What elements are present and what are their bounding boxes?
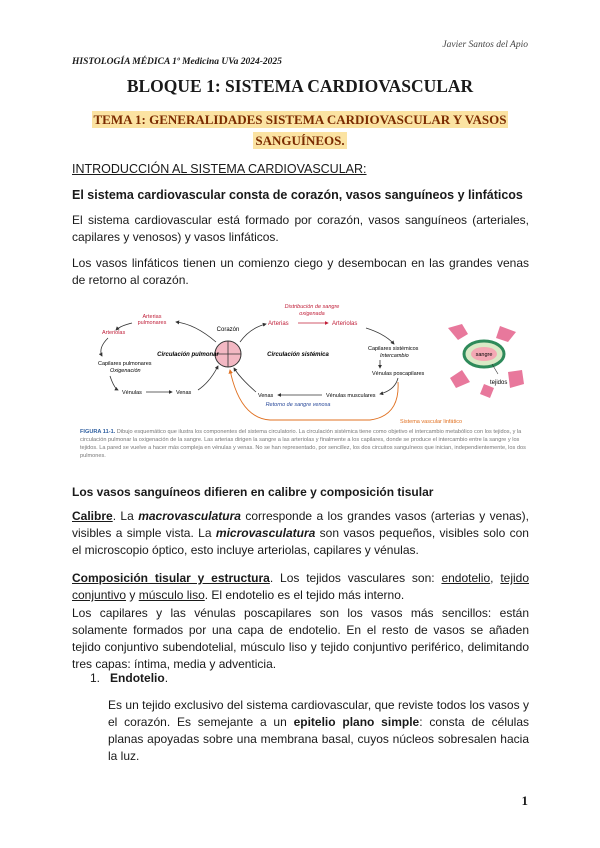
label-oxigenacion: Oxigenación <box>110 368 141 374</box>
arrow-to-venulas-left <box>110 376 118 390</box>
intro-heading-text: INTRODUCCIÓN AL SISTEMA CARDIOVASCULAR <box>72 162 364 176</box>
comp-t2: . El endotelio es el tejido más interno. <box>204 588 405 602</box>
tissue-inset <box>444 320 530 398</box>
label-tejidos: tejidos <box>490 380 508 386</box>
arrow-to-heart <box>234 368 256 392</box>
tema-heading <box>80 109 520 151</box>
tema-line-1: TEMA 1: GENERALIDADES SISTEMA CARDIOVASCULAR Y VASOS <box>93 112 507 127</box>
paragraph-endotelio <box>108 697 529 765</box>
label-retorno: Retorno de sangre venosa <box>265 402 331 408</box>
label-venulas-musc: Vénulas musculares <box>326 393 376 399</box>
calibre-t2: corresponde a los grandes vasos (arterias y venas), visibles a simple vista. La <box>72 509 529 540</box>
arrow-heart-out <box>240 324 266 342</box>
figure-caption <box>80 428 530 460</box>
author-name: Javier Santos del Apio <box>442 40 528 50</box>
label-venulas-left: Vénulas <box>122 390 142 396</box>
calibre-label: Calibre <box>72 509 113 523</box>
label-sangre: sangre <box>475 352 493 358</box>
arrow-arteriolas-left <box>116 323 132 330</box>
section2-heading: Los vasos sanguíneos difieren en calibre y composición tisular <box>72 485 434 499</box>
epitelio-term: epitelio plano simple <box>293 715 420 729</box>
paragraph-calibre <box>72 508 529 559</box>
arrow-to-capilares-pulm <box>101 338 108 356</box>
label-venas-left: Venas <box>176 390 192 396</box>
label-arteriolas-right: Arteriolas <box>332 321 358 327</box>
label-arterias-pulm: Arterias <box>142 314 162 320</box>
conjuntivo-term: tejido conjuntivo <box>72 571 530 602</box>
paragraph-linfaticos: Los vasos linfáticos tienen un comienzo ciego y desembocan en las grandes venas de retorno al corazón. <box>72 256 529 287</box>
sep1: , <box>490 571 501 585</box>
page-number: 1 <box>521 793 528 808</box>
label-distribucion: Distribución de sangre <box>284 304 340 310</box>
paragraph-capilares: Los capilares y las vénulas poscapilares son los vasos más sencillos: están solamente formados por una capa de endotelio. En el resto de vasos se añaden tejido conjuntivo subendotelial, músculo liso y tejido conjuntivo periférico, delimitando tres capas: íntima, media y adventicia. <box>72 606 529 671</box>
label-linfatico: Sistema vascular linfático <box>400 419 463 425</box>
label-arteriolas-left: Arteriolas <box>102 330 126 336</box>
label-arterias-top: Arterias <box>268 321 289 327</box>
endotelio-t2: : consta de células planas apoyadas sobre una membrana basal, cuyos núcleos sobresalen hacia la luz. <box>108 715 529 763</box>
caption-label: FIGURA 11-1. <box>80 429 116 435</box>
musculo-term: músculo liso <box>138 588 205 602</box>
label-venas-bottom: Venas <box>258 393 274 399</box>
intro-colon: : <box>363 162 367 176</box>
paragraph-sistema: El sistema cardiovascular está formado por corazón, vasos sanguíneos (arteriales, capilares y venosos) y vasos linfáticos. <box>72 213 529 244</box>
label-circ-sistemica: Circulación sistémica <box>267 352 329 358</box>
heart-icon <box>215 341 241 367</box>
label-venulas-posc: Vénulas poscapilares <box>372 371 425 377</box>
intro-heading <box>72 162 367 176</box>
endotelio-term: endotelio <box>441 571 491 585</box>
list-item-dot: . <box>164 671 169 685</box>
label-capilares-sist: Capilares sistémicos <box>368 346 419 352</box>
calibre-t3: son vasos pequeños, visibles solo con el microscopio óptico, esto incluye arteriolas, capilares y vénulas. <box>72 526 529 557</box>
course-header: HISTOLOGÍA MÉDICA 1º Medicina UVa 2024-2025 <box>72 57 282 67</box>
list-item-endotelio <box>90 671 168 685</box>
arrow-to-capilares-sist <box>366 328 394 344</box>
macro-term: macrovasculatura <box>138 509 241 523</box>
label-oxigenada: oxigenada <box>299 311 325 317</box>
sep-y: y <box>126 588 139 602</box>
endotelio-t1: Es un tejido exclusivo del sistema cardiovascular, que reviste todos los vasos y el corazón. Es semejante a un <box>108 698 529 729</box>
label-capilares-pulm: Capilares pulmonares <box>98 361 152 367</box>
label-intercambio: Intercambio <box>380 353 409 359</box>
tema-line-2: SANGUÍNEOS. <box>255 133 345 148</box>
label-pulmonares: pulmonares <box>137 320 167 326</box>
list-item-label: Endotelio <box>110 671 165 685</box>
calibre-t1: . La <box>112 509 139 523</box>
arrow-venas-heart <box>198 366 218 390</box>
list-number: 1. <box>90 671 101 685</box>
paragraph-composicion <box>72 570 529 604</box>
comp-label: Composición tisular y estructura <box>72 571 270 585</box>
label-corazon: Corazón <box>216 327 240 333</box>
caption-text: Dibujo esquemático que ilustra los componentes del sistema circulatorio. La circulación sistémica tiene como objetivo el intercambio metabólico con los tejidos, y la circulación pulmonar la oxigenación de la sangre. Las arterias dirigen la sangre a las arteriolas y finalmente a los capilares, donde se produce el intercambio entre la sangre y los tejidos. La pared se vuelve a hacer más compleja en vénulas y venas. No se han representado, por sencillez, los dos circuitos sanguíneos que inician, independientemente, los dos pulmones. <box>80 429 526 459</box>
section1-heading: El sistema cardiovascular consta de corazón, vasos sanguíneos y linfáticos <box>72 188 523 202</box>
page-title: BLOQUE 1: SISTEMA CARDIOVASCULAR <box>126 76 474 96</box>
comp-t1: . Los tejidos vasculares son: <box>269 571 442 585</box>
arrow-to-venulas-musc <box>380 378 398 394</box>
micro-term: microvasculatura <box>215 526 316 540</box>
label-circ-pulmonar: Circulación pulmonar <box>157 352 219 358</box>
arrow-pulm-artery <box>176 322 216 342</box>
